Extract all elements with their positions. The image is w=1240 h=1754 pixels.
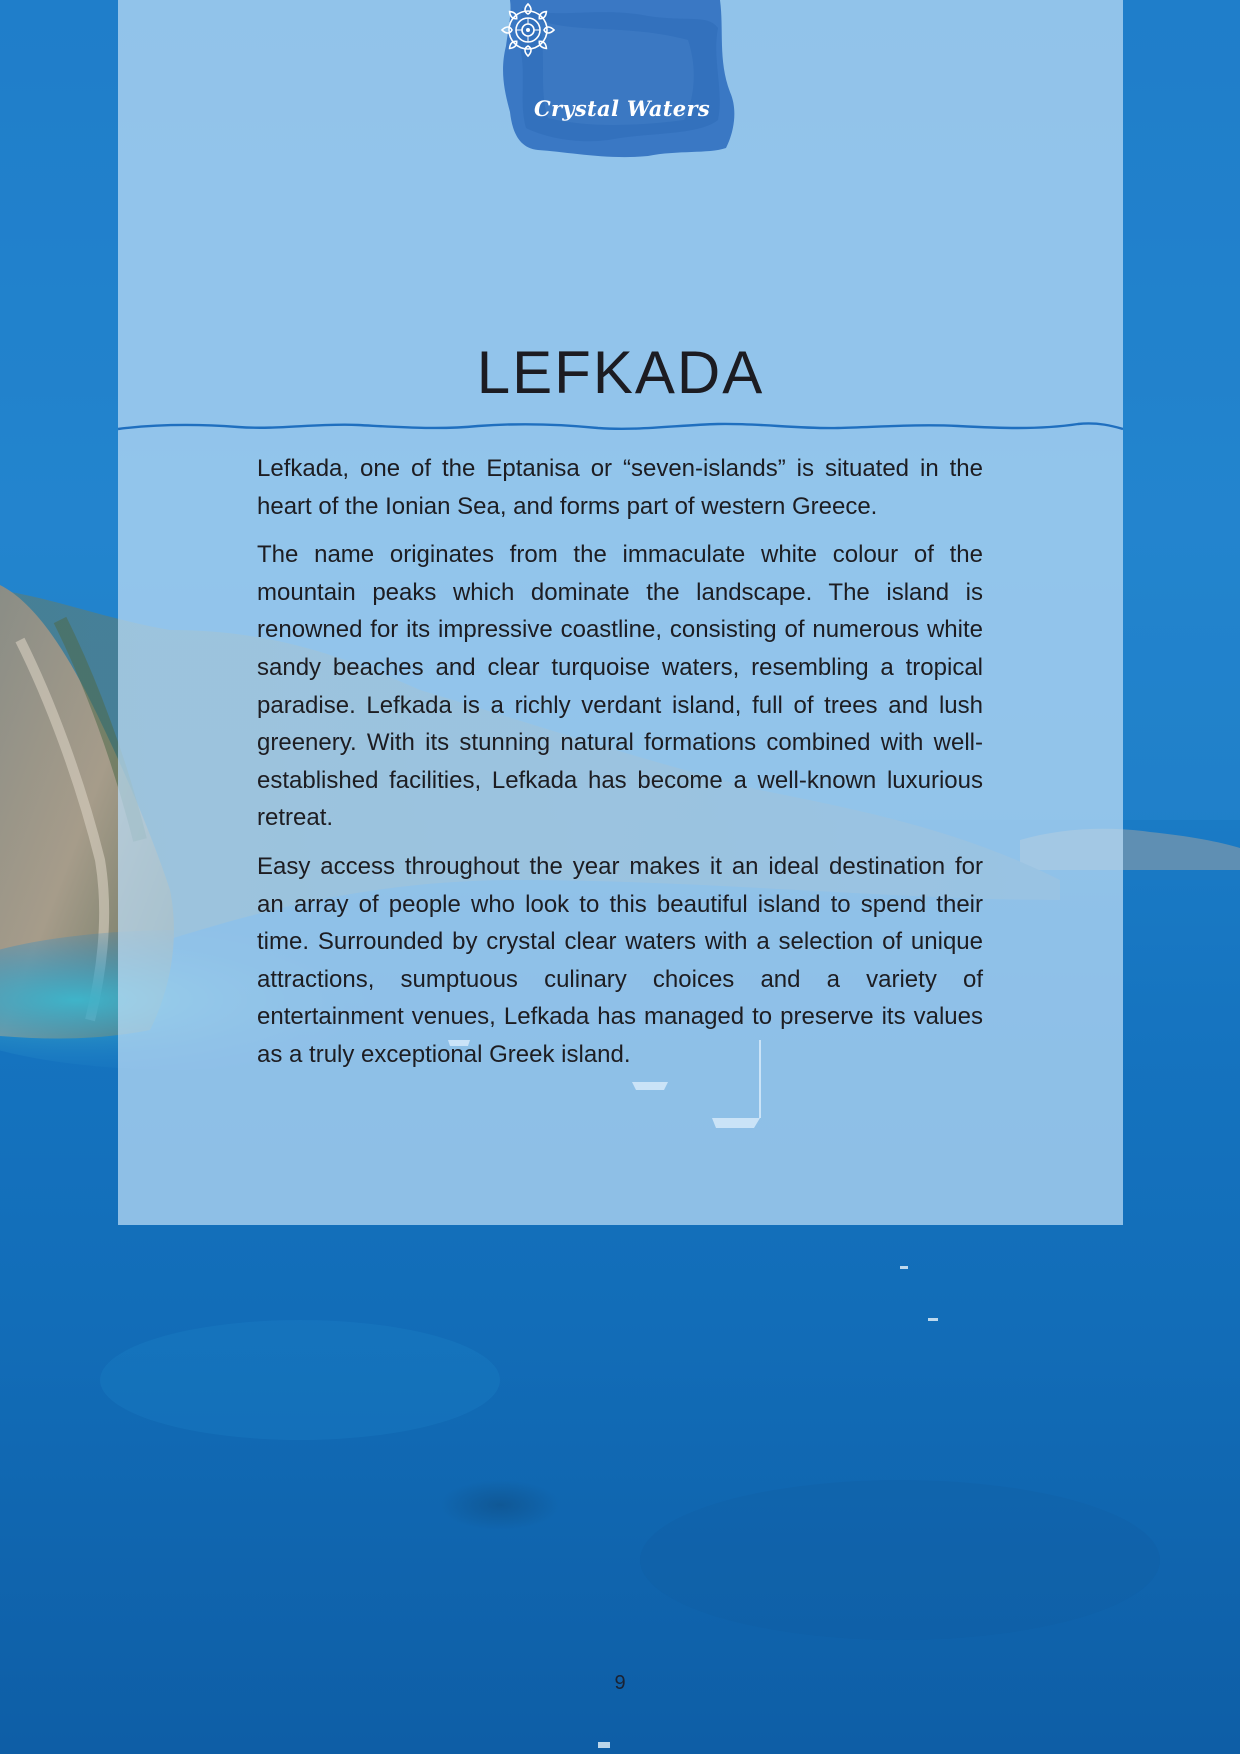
brand-name: Crystal Waters bbox=[534, 96, 710, 121]
paragraph-access: Easy access throughout the year makes it an ideal destination for an array of people who look to this beautiful island to spend their time. Surrounded by crystal clear waters with a selection of unique attractions, sumptuous culinary choices and a variety of entertainment venues, Lefkada has managed to preserve its values as a truly exceptional Greek island. bbox=[257, 852, 983, 1068]
mandala-icon bbox=[498, 0, 558, 60]
page-number: 9 bbox=[614, 1672, 626, 1694]
wavy-divider bbox=[118, 420, 1123, 434]
brand-logo bbox=[498, 0, 746, 158]
paragraph-intro: Lefkada, one of the Eptanisa or “seven-islands” is situated in the heart of the Ionian Sea, and forms part of western Greece. bbox=[257, 455, 983, 520]
article-body bbox=[257, 450, 983, 1085]
paragraph-name-origin: The name originates from the immaculate white colour of the mountain peaks which dominate the landscape. The island is renowned for its impressive coastline, consisting of numerous white sandy beaches and clear turquoise waters, resembling a tropical paradise. Lefkada is a richly verdant island, full of trees and lush greenery. With its stunning natural formations combined with well-established facilities, Lefkada has become a well-known luxurious retreat. bbox=[257, 541, 983, 832]
page-title: LEFKADA bbox=[476, 339, 765, 406]
